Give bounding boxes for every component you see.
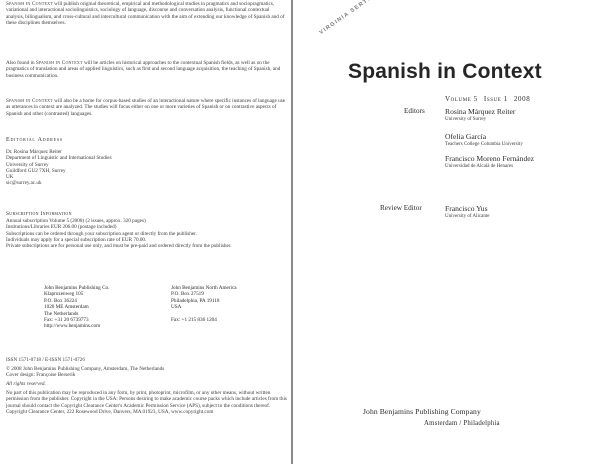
- journal-name: Spanish in Context: [6, 1, 53, 7]
- publisher-place: Amsterdam / Philadelphia: [424, 420, 500, 427]
- scope-text: will publish original theoretical, empirical and methodological studies in pragmatics and sociopragmatics, variational and interactional sociolinguistics, sociology of language, discourse and conversation analysis, functional contextual analysis, bilingualism, and cross-cultural and intercultural communication with the aim of extending our knowledge of Spanish and of these disciplines themselves.: [6, 1, 285, 26]
- editorial-address-heading: Editorial Address: [6, 137, 63, 143]
- journal-name: Spanish in Context: [35, 60, 83, 66]
- pub-line: Philadelphia, PA 19118: [171, 297, 220, 304]
- scope-lead: Also found in: [6, 60, 36, 66]
- scope-paragraph-3: [6, 98, 288, 117]
- scope-text: will also be a home for corpus-based studies of an interactional nature where specific instances of language use as utterances in context are analyzed. The studies will focus either on one or more varieties of Spanish or on contrastive aspects of Spanish and other (contrasted) languages.: [6, 98, 286, 117]
- scope-paragraph-2: [6, 60, 288, 79]
- pub-fax: Fax: +1 215 836 1204: [171, 317, 217, 324]
- address-email: sic@surrey.ac.uk: [6, 180, 42, 187]
- pub-line: John Benjamins North America: [171, 285, 237, 291]
- volume: Volume 5: [445, 95, 478, 103]
- editors-label: Editors: [404, 107, 425, 115]
- volume-issue-line: [445, 95, 530, 103]
- subscription-line: Individuals may apply for a special subscription rate of EUR 70.00.: [6, 236, 147, 243]
- address-line: Department of Linguistic and International Studies: [6, 155, 112, 162]
- editor-name: Francisco Moreno Fernández: [445, 154, 534, 163]
- subscription-line: Subscriptions can be ordered through your subscription agent or directly from the publisher.: [6, 230, 197, 237]
- editor-affiliation: Universidad de Alcalá de Henares: [445, 164, 514, 169]
- address-line: University of Surrey: [6, 161, 49, 168]
- pub-line: P.O. Box 27519: [171, 291, 204, 298]
- journal-name: Spanish in Context: [6, 98, 53, 104]
- address-line: Guildford GU2 7XH, Surrey: [6, 167, 66, 174]
- year: 2008: [513, 95, 531, 103]
- cover-design-line: Cover design: Françoise Berserik: [6, 372, 76, 379]
- pub-line: P.O. Box 36224: [44, 297, 77, 304]
- review-editor-affiliation: University of Alicante: [445, 214, 490, 219]
- pub-line: The Netherlands: [44, 310, 79, 317]
- editorial-address: [6, 149, 206, 187]
- address-line: Dr. Rosina Márquez Reiter: [6, 149, 62, 155]
- pub-line: 1020 ME Amsterdam: [44, 304, 89, 311]
- all-rights-reserved: All rights reserved.: [6, 381, 46, 387]
- subscription-heading: Subscription Information: [6, 211, 72, 217]
- review-editor-name: Francisco Yus: [445, 204, 488, 213]
- subscription-line: Private subscriptions are for personal use only, and must be pre-paid and ordered directly from the publisher.: [6, 243, 232, 250]
- copyright-line: © 2008 John Benjamins Publishing Company, Amsterdam, The Netherlands: [6, 366, 165, 372]
- editor-name: Ofelia García: [445, 132, 487, 141]
- reproduction-notice: No part of this publication may be reproduced in any form, by print, photoprint, microfilm, or any other means, without written permission from the publisher. Copyright in the USA: Persons desiring to make academic course packs which include articles from this journal should contact the Copyright Clearance Center's Academic Permission Service (APS), subject to the conditions thereof. Copyright Clearance Center, 222 Rosewood Drive, Danvers, MA 01923, USA, www.copyright.com: [6, 390, 287, 415]
- pub-website: http://www.benjamins.com: [44, 323, 101, 330]
- pub-line: USA: [171, 304, 182, 311]
- address-line: UK: [6, 174, 14, 181]
- copyright-block: [6, 366, 288, 379]
- subscription-line: Annual subscription Volume 5 (2008) (2 issues, approx. 320 pages): [6, 218, 146, 224]
- scope-text: will be articles on historical approaches to the contextual Spanish fields, as well as on the pragmatics of translation and areas of applied linguistics, such as first and second language acquisition, the teaching of Spanish, and business communication.: [6, 60, 281, 79]
- editor-name: Rosina Márquez Reiter: [445, 107, 516, 116]
- subscription-info: [6, 218, 288, 249]
- editor-affiliation: Teachers College Columbia University: [445, 142, 523, 147]
- left-page: [0, 0, 293, 464]
- pub-line: Klaprozenweg 105: [44, 291, 84, 298]
- publisher-address-north-america: [171, 285, 291, 323]
- issue: Issue 1: [483, 95, 508, 103]
- journal-title: Spanish in Context: [348, 60, 542, 83]
- issn: ISSN 1571-0718 / E-ISSN 1571-0726: [6, 357, 85, 363]
- publisher-address-amsterdam: [44, 285, 164, 330]
- review-editor-label: Review Editor: [380, 204, 422, 212]
- pub-fax: Fax: +31 20 6739773: [44, 317, 89, 324]
- publisher-name: John Benjamins Publishing Company: [363, 407, 481, 416]
- editor-affiliation: University of Surrey: [445, 117, 487, 122]
- pub-line: John Benjamins Publishing Co.: [44, 285, 110, 291]
- scope-paragraph-1: [6, 1, 288, 26]
- subscription-line: Institutions/Libraries EUR 206.00 (postage included): [6, 224, 117, 231]
